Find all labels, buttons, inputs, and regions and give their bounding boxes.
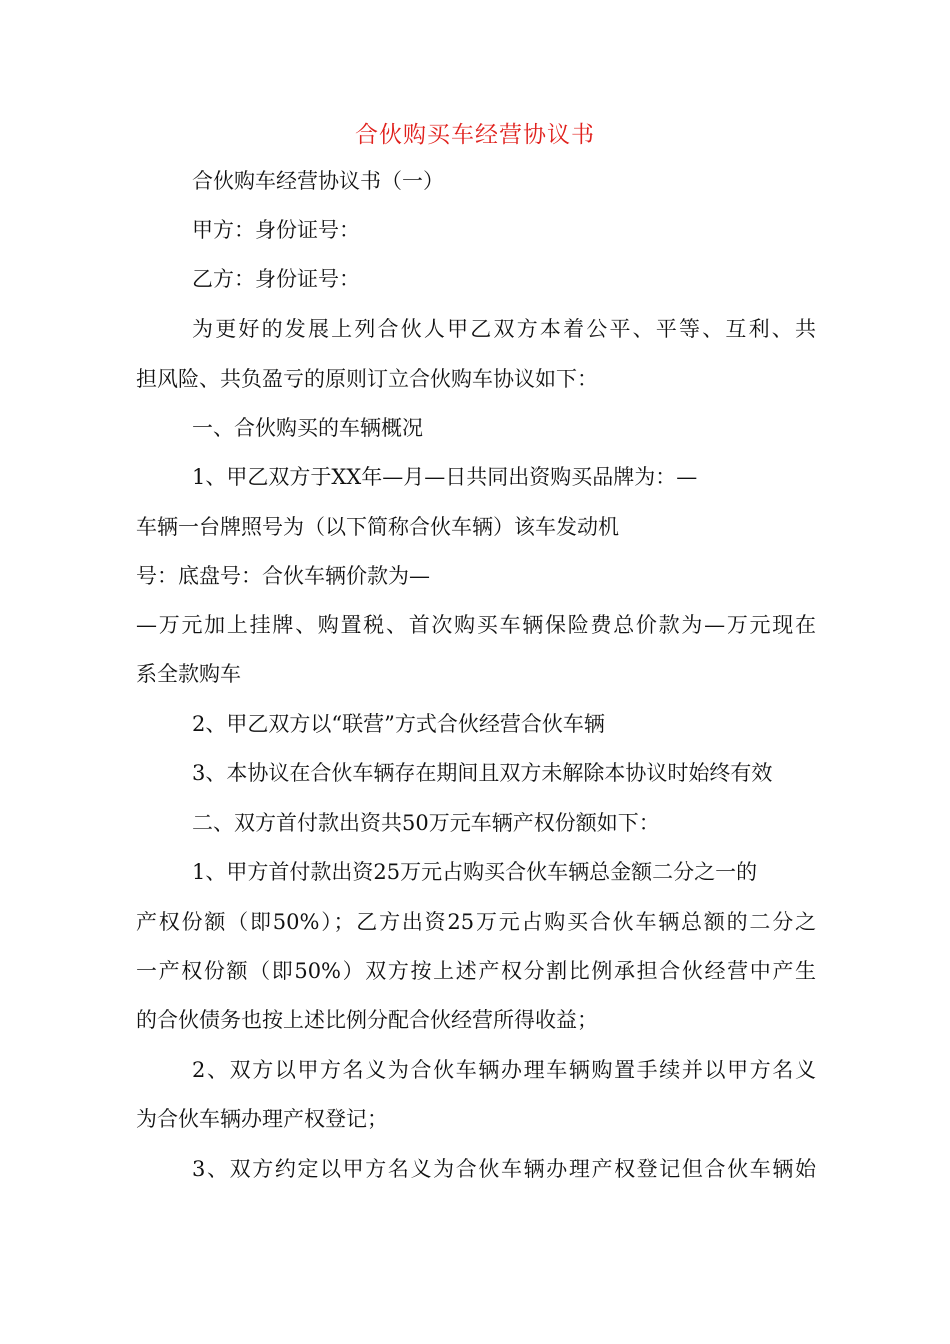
clause-line: 1、甲乙双方于XX年—月—日共同出资购买品牌为：—: [192, 465, 698, 489]
paragraph-line: 一产权份额（即50%）双方按上述产权分割比例承担合伙经营中产生: [136, 959, 816, 983]
paragraph-line: 车辆一台牌照号为（以下简称合伙车辆）该车发动机: [136, 515, 619, 539]
paragraph-line: 担风险、共负盈亏的原则订立合伙购车协议如下：: [136, 367, 598, 391]
document-title: 合伙购买车经营协议书: [355, 122, 595, 148]
subtitle-line: 合伙购车经营协议书（一）: [192, 169, 444, 193]
paragraph-line: 为合伙车辆办理产权登记；: [136, 1107, 388, 1131]
party-a-line: 甲方：身份证号：: [192, 218, 360, 242]
paragraph-line: 系全款购车: [136, 662, 241, 686]
clause-line: 1、甲方首付款出资25万元占购买合伙车辆总金额二分之一的: [192, 860, 758, 884]
paragraph-line: 为更好的发展上列合伙人甲乙双方本着公平、平等、互利、共: [192, 317, 816, 341]
paragraph-line: —万元加上挂牌、购置税、首次购买车辆保险费总价款为—万元现在: [136, 613, 816, 637]
paragraph-line: 的合伙债务也按上述比例分配合伙经营所得收益；: [136, 1008, 598, 1032]
section-heading: 二、双方首付款出资共50万元车辆产权份额如下：: [192, 811, 660, 835]
clause-line: 3、本协议在合伙车辆存在期间且双方未解除本协议时始终有效: [192, 761, 773, 785]
clause-line: 2、双方以甲方名义为合伙车辆办理车辆购置手续并以甲方名义: [192, 1058, 816, 1082]
clause-line: 2、甲乙双方以“联营”方式合伙经营合伙车辆: [192, 712, 605, 736]
clause-line: 3、双方约定以甲方名义为合伙车辆办理产权登记但合伙车辆始: [192, 1157, 816, 1181]
paragraph-line: 产权份额（即50%）；乙方出资25万元占购买合伙车辆总额的二分之: [136, 910, 816, 934]
section-heading: 一、合伙购买的车辆概况: [192, 416, 423, 440]
paragraph-line: 号：底盘号：合伙车辆价款为—: [136, 564, 430, 588]
party-b-line: 乙方：身份证号：: [192, 267, 360, 291]
